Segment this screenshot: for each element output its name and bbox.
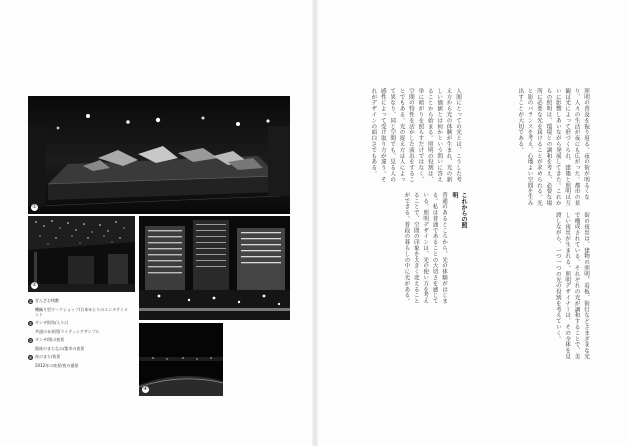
section-heading: これからの照明 (451, 192, 467, 228)
caption-item (35, 329, 128, 334)
photo-museum-interior-image (28, 96, 290, 214)
photo-city-towers-image (139, 216, 290, 320)
caption-text: 夜のまち/夜景 (35, 354, 61, 359)
caption-item (35, 307, 128, 317)
caption-text: ギンザ/街の夜景 (35, 337, 65, 342)
caption-text: 銀座のまちなみ/都市の夜景 (35, 346, 85, 351)
photo-number-4: ④ (143, 386, 148, 392)
photo-night-scene (139, 323, 223, 396)
caption-text: ギンザ街角/入り口 (35, 320, 69, 325)
photo-number-1: ① (32, 204, 37, 210)
caption-item (28, 354, 128, 360)
caption-text: 共通の未来図/ライティングサンプル (35, 329, 100, 334)
page-gutter (312, 0, 318, 446)
caption-item (35, 346, 128, 351)
body-text-upper: 人間にとっての光とは、こうした考え方から光の体験が生まれ、光の新しい価値とは何かという問いに答えることから始まる。照明の役割は、単に暗がりを照らすだけではなく、空間の特性を活かした演出をすることでもある。光の捉え方は人によって異なり、同じ空間でも、見る人の感性によって受け取り方が違う。それがデザインの面白さでもある。 (370, 88, 461, 183)
photo-night-scene-image (139, 323, 223, 396)
body-text-lower: 普通のあるところから、光の体験がはじまる。私は普通であることの大切さを感じている。照明デザインは、光の使い方を考えることで、空間の印象を大きく変えることができる。普段の暮らしの中に光がある。 (403, 192, 447, 305)
photo-city-towers (139, 216, 290, 320)
photo-lobby-ceiling (28, 216, 135, 292)
caption-text: 機織り型ワークショップ/日本ゆとりのエンタテイメント (35, 307, 128, 317)
caption-item (35, 363, 128, 368)
photo-lobby-ceiling-image (28, 216, 135, 292)
photo-museum-interior (28, 96, 290, 214)
body-text-right-bottom: 街の夜景は、建物の照明、看板、街灯などさまざまな光で構成されている。それぞれの光が調和することで、美しい夜景が生まれる。照明デザイナーは、その全体を見渡しながら、一つ一つの光の役割を考えていく。 (554, 212, 589, 360)
caption-number: ① (28, 299, 33, 304)
caption-item (28, 298, 128, 304)
caption-item (28, 337, 128, 343)
caption-number: ③ (28, 338, 33, 343)
caption-item (28, 320, 128, 326)
body-text-right-top: 照明の普及を振り返る。夜の街が明るくなり、人々の生活が夜にも広がった。都市の景観は光によって形づくられ、建築と照明は互いに影響しあいながら発展してきた。これからの照明は、環境との調和を考え、必要な場所に必要な光を届けることが求められる。光と影のバランスを考え、心地よい空間を生み出すことが大切である。 (517, 88, 589, 206)
photo-number-2: ② (32, 282, 37, 288)
photo-captions (28, 298, 128, 371)
caption-text: ぎんざお桟敷 (35, 298, 59, 303)
caption-number: ② (28, 321, 33, 326)
caption-number: ④ (28, 355, 33, 360)
caption-text: 2012年の夜景/夜の風景 (35, 363, 79, 368)
